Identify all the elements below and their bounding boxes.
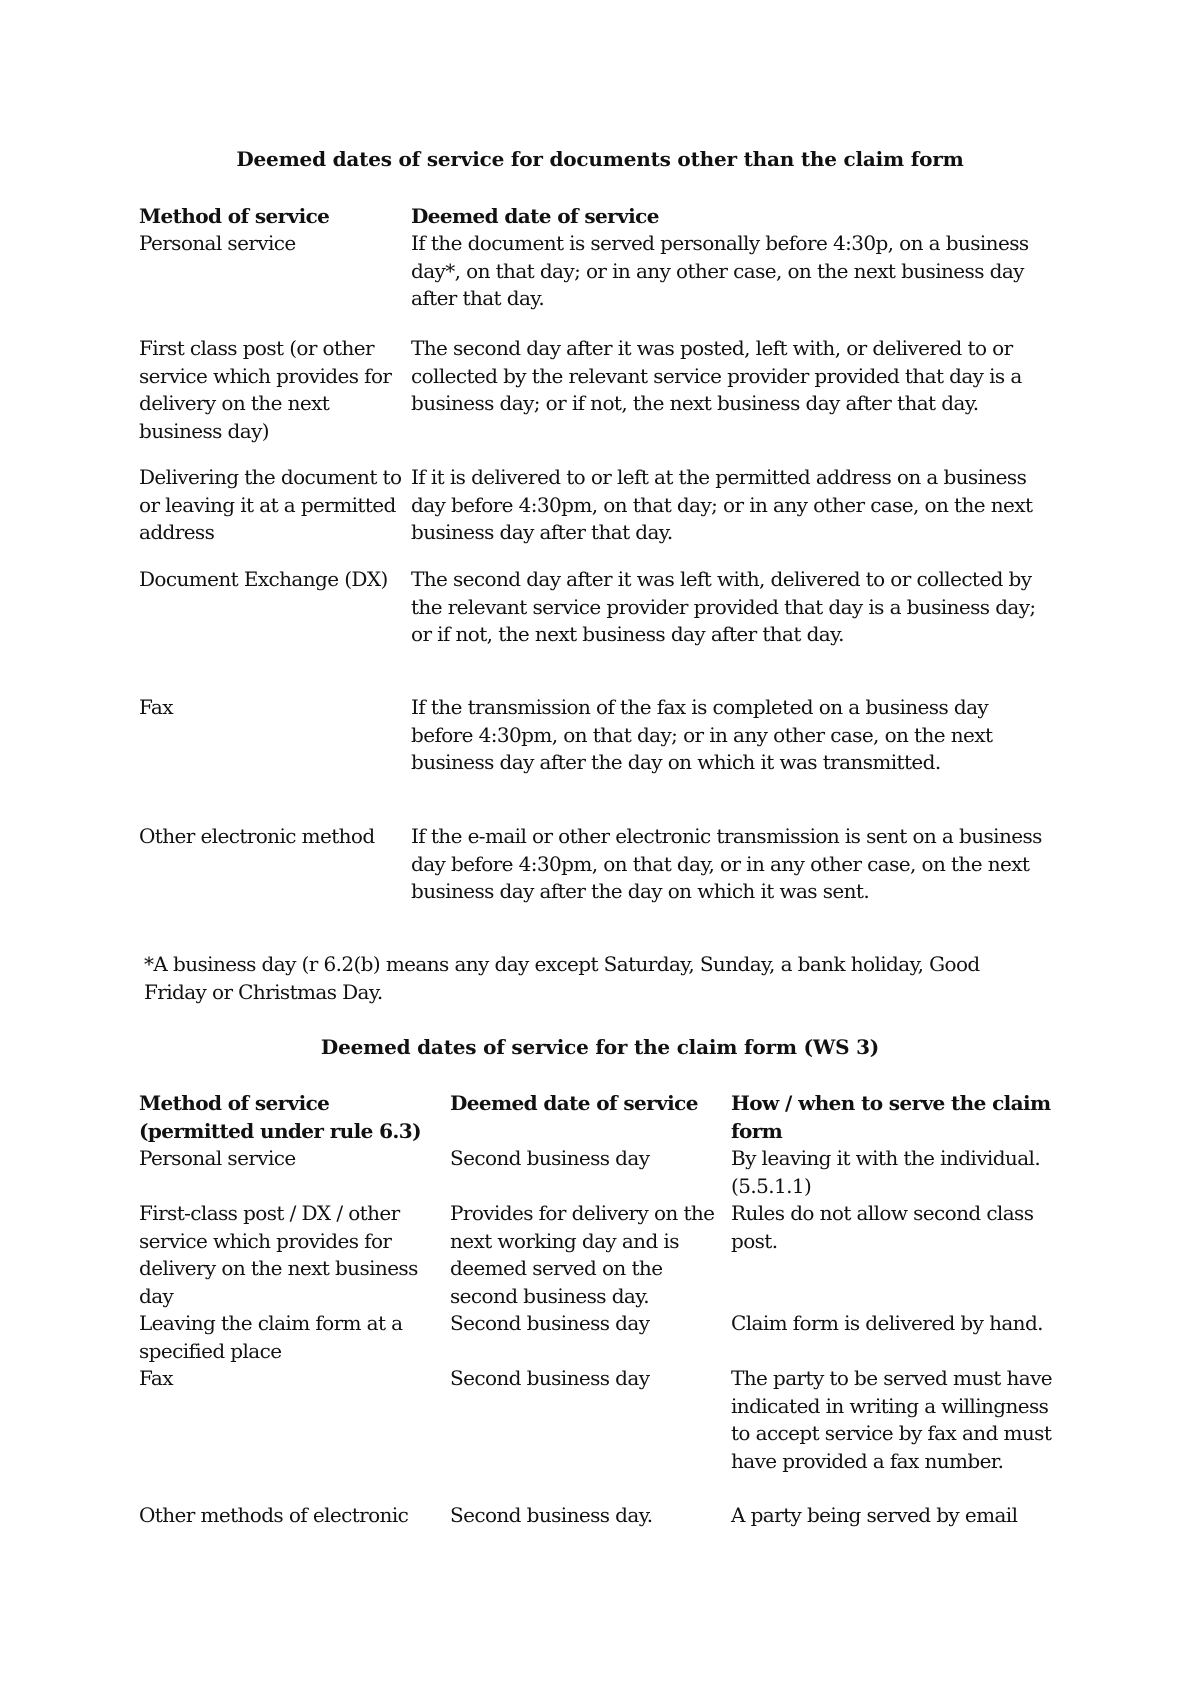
section2-row-how: By leaving it with the individual. (5.5.1.1) [731, 1146, 1041, 1198]
section2-row-how: The party to be served must have indicated in writing a willingness to accept service by fax and must have provided a fax number. [731, 1366, 1053, 1473]
section1-row-deemed: The second day after it was left with, delivered to or collected by the relevant service provider provided that day is a business day; or if not, the next business day after that day. [411, 567, 1036, 646]
section2-row-method: First-class post / DX / other service which provides for delivery on the next business day [139, 1201, 418, 1308]
section2-row-method: Leaving the claim form at a specified place [139, 1311, 403, 1363]
section1-row-deemed: If the transmission of the fax is completed on a business day before 4:30pm, on that day; or in any other case, on the next business day after the day on which it was transmitted. [411, 695, 993, 774]
section2-header-method: Method of service (permitted under rule 6.3) [139, 1091, 421, 1143]
section2-row-deemed: Second business day [450, 1366, 650, 1390]
section1-row-method: Fax [139, 695, 173, 719]
section2-row-method: Fax [139, 1366, 173, 1390]
section2-row-deemed: Second business day [450, 1146, 650, 1170]
section1-row-method: Personal service [139, 231, 296, 255]
section2-row-deemed: Second business day [450, 1311, 650, 1335]
section1-row-deemed: If the document is served personally before 4:30p, on a business day*, on that day; or in any other case, on the next business day after that day. [411, 231, 1029, 310]
section2-row-deemed: Provides for delivery on the next working day and is deemed served on the second business day. [450, 1201, 715, 1308]
section2-row-how: Claim form is delivered by hand. [731, 1311, 1043, 1335]
section2-row-how: Rules do not allow second class post. [731, 1201, 1034, 1253]
section1-row-deemed: If the e-mail or other electronic transmission is sent on a business day before 4:30pm, on that day, or in any other case, on the next business day after the day on which it was sent. [411, 824, 1042, 903]
section2-title: Deemed dates of service for the claim form (WS 3) [320, 1035, 880, 1059]
section2-header-deemed: Deemed date of service [450, 1091, 698, 1115]
section2-row-method: Other methods of electronic [139, 1503, 409, 1527]
section1-row-method: Other electronic method [139, 824, 375, 848]
section1-row-deemed: The second day after it was posted, left with, or delivered to or collected by the relevant service provider provided that day is a business day; or if not, the next business day after that day. [411, 336, 1022, 415]
section2-row-method: Personal service [139, 1146, 296, 1170]
section1-title: Deemed dates of service for documents other than the claim form [236, 147, 964, 171]
section2-header-how: How / when to serve the claim form [731, 1091, 1051, 1143]
section1-row-method: First class post (or other service which provides for delivery on the next business day) [139, 336, 392, 443]
section2-row-how: A party being served by email [731, 1503, 1018, 1527]
section1-header-deemed: Deemed date of service [411, 204, 659, 228]
section1-row-method: Delivering the document to or leaving it at a permitted address [139, 465, 402, 544]
section1-header-method: Method of service [139, 204, 330, 228]
section2-row-deemed: Second business day. [450, 1503, 653, 1527]
section1-row-deemed: If it is delivered to or left at the permitted address on a business day before 4:30pm, on that day; or in any other case, on the next business day after that day. [411, 465, 1033, 544]
section1-row-method: Document Exchange (DX) [139, 567, 388, 591]
business-day-footnote: *A business day (r 6.2(b) means any day except Saturday, Sunday, a bank holiday, Good Friday or Christmas Day. [144, 952, 980, 1004]
